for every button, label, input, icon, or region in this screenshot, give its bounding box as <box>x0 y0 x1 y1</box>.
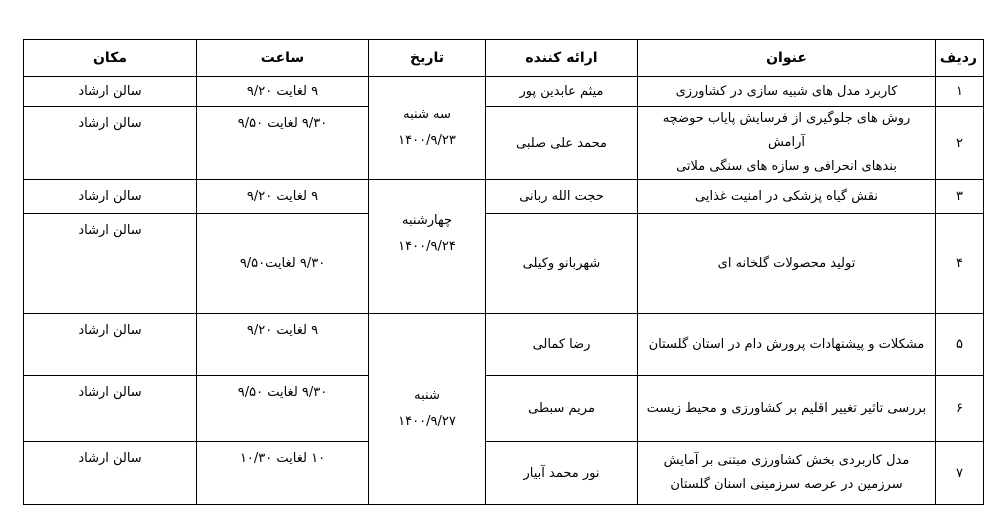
row-number: ۷ <box>936 442 984 505</box>
date-cell <box>369 180 486 314</box>
table-row <box>24 107 984 180</box>
header-place: مکان <box>24 40 197 77</box>
date-cell <box>369 314 486 505</box>
header-time: ساعت <box>197 40 369 77</box>
header-date: تاریخ <box>369 40 486 77</box>
place-cell: سالن ارشاد <box>24 376 197 442</box>
place-cell: سالن ارشاد <box>24 77 197 107</box>
date-value: ۱۴۰۰/۹/۲۴ <box>398 239 456 254</box>
talk-title-line: روش های جلوگیری از فرسایش پایاب حوضچه آرامش <box>662 111 911 150</box>
schedule-sheet <box>23 39 983 505</box>
talk-title-line: بندهای انحرافی و سازه های سنگی ملاتی <box>676 159 897 174</box>
row-number: ۵ <box>936 314 984 376</box>
presenter-name: رضا کمالی <box>486 314 638 376</box>
presenter-name: میثم عابدین پور <box>486 77 638 107</box>
header-row-number: ردیف <box>936 40 984 77</box>
table-row <box>24 180 984 214</box>
date-day: سه شنبه <box>403 107 451 122</box>
talk-title: تولید محصولات گلخانه ای <box>638 214 936 314</box>
row-number: ۶ <box>936 376 984 442</box>
row-number: ۳ <box>936 180 984 214</box>
table-row <box>24 77 984 107</box>
presenter-name: شهربانو وکیلی <box>486 214 638 314</box>
presenter-name: نور محمد آبیار <box>486 442 638 505</box>
date-cell <box>369 77 486 180</box>
presenter-name: محمد علی صلبی <box>486 107 638 180</box>
date-value: ۱۴۰۰/۹/۲۷ <box>398 414 456 429</box>
row-number: ۱ <box>936 77 984 107</box>
table-row <box>24 376 984 442</box>
talk-title-line: سرزمین در عرصه سرزمینی اسنان گلستان <box>670 477 903 492</box>
date-day: شنبه <box>414 388 440 403</box>
time-cell: ۹/۳۰ لغایت ۹/۵۰ <box>197 107 369 180</box>
header-row <box>24 40 984 77</box>
header-presenter: ارائه کننده <box>486 40 638 77</box>
place-cell: سالن ارشاد <box>24 214 197 314</box>
time-cell: ۹ لغایت ۹/۲۰ <box>197 180 369 214</box>
place-cell: سالن ارشاد <box>24 442 197 505</box>
place-cell: سالن ارشاد <box>24 314 197 376</box>
table-row <box>24 442 984 505</box>
table-row <box>24 314 984 376</box>
presenter-name: حجت الله ربانی <box>486 180 638 214</box>
date-day: چهارشنبه <box>402 213 452 228</box>
talk-title: کاربرد مدل های شبیه سازی در کشاورزی <box>638 77 936 107</box>
place-cell: سالن ارشاد <box>24 180 197 214</box>
table-row <box>24 214 984 314</box>
row-number: ۴ <box>936 214 984 314</box>
talk-title: مشکلات و پیشنهادات پرورش دام در استان گلستان <box>638 314 936 376</box>
talk-title <box>638 442 936 505</box>
talk-title: نقش گیاه پزشکی در امنیت غذایی <box>638 180 936 214</box>
time-cell: ۹ لغایت ۹/۲۰ <box>197 314 369 376</box>
place-cell: سالن ارشاد <box>24 107 197 180</box>
schedule-table <box>23 39 984 505</box>
row-number: ۲ <box>936 107 984 180</box>
time-cell: ۹/۳۰ لغایت ۹/۵۰ <box>197 376 369 442</box>
header-title: عنوان <box>638 40 936 77</box>
time-cell: ۹/۳۰ لغایت۹/۵۰ <box>197 214 369 314</box>
talk-title-line: مدل کاربردی بخش کشاورزی مبتنی بر آمایش <box>663 453 910 468</box>
presenter-name: مریم سبطی <box>486 376 638 442</box>
date-value: ۱۴۰۰/۹/۲۳ <box>398 133 456 148</box>
time-cell: ۱۰ لغایت ۱۰/۳۰ <box>197 442 369 505</box>
time-cell: ۹ لغایت ۹/۲۰ <box>197 77 369 107</box>
talk-title: بررسی تاثیر تغییر اقلیم بر کشاورزی و محیط زیست <box>638 376 936 442</box>
talk-title <box>638 107 936 180</box>
